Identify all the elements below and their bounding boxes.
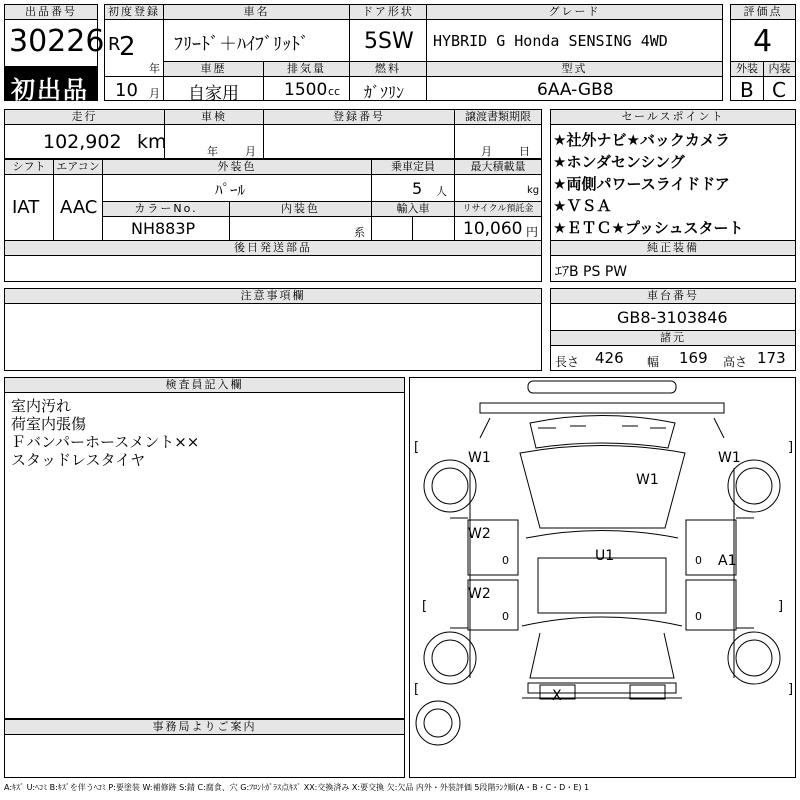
model-code: 6AA-GB8	[537, 80, 614, 100]
transfer-header: 譲渡書類期限	[454, 109, 542, 125]
damage-mark-zero: 0	[695, 554, 702, 567]
sales-point: ★ホンダセンシング	[553, 153, 685, 171]
damage-mark: W1	[718, 450, 741, 466]
width: 169	[679, 349, 708, 367]
history-header: 車歴	[163, 61, 264, 77]
shift: IAT	[12, 197, 40, 218]
damage-mark-zero: 0	[502, 554, 509, 567]
registration-year: 2	[119, 32, 136, 62]
notes-header: 注意事項欄	[4, 288, 542, 304]
chassis-cell	[550, 303, 796, 331]
import-header: 輸入車	[371, 201, 455, 217]
first-listing-badge: 初出品	[4, 66, 98, 101]
fuel-cell	[349, 76, 427, 101]
registration-era: R	[108, 34, 121, 55]
sales-point: ★社外ナビ★バックカメラ	[553, 131, 730, 149]
color-cell	[102, 174, 372, 202]
svg-text:]: ]	[788, 682, 794, 697]
sales-points-header: セールスポイント	[550, 109, 796, 125]
equipment: ｴｱB PS PW	[555, 264, 628, 280]
car-outline-svg	[410, 378, 795, 777]
ac: AAC	[60, 197, 98, 218]
door-type: 5SW	[364, 29, 414, 54]
color-no-cell	[102, 216, 230, 241]
sales-point: ★ＶＳＡ	[553, 197, 612, 215]
car-diagram	[409, 377, 796, 778]
door-header: ドア形状	[349, 4, 427, 20]
inspection-header: 車検	[164, 109, 264, 125]
damage-mark: W2	[468, 526, 491, 542]
damage-mark: W2	[468, 586, 491, 602]
registration-header: 初度登録	[104, 4, 164, 20]
equipment-header: 純正装備	[550, 240, 796, 256]
chassis-header: 車台番号	[550, 288, 796, 304]
registration-month: 10	[115, 80, 138, 101]
damage-mark: A1	[718, 553, 737, 569]
svg-text:[: [	[414, 682, 420, 697]
damage-mark: U1	[595, 548, 615, 564]
sales-points-cell	[550, 124, 796, 241]
recycle-header: リサイクル預託金	[454, 201, 542, 217]
legend: A:ｷｽﾞ U:ﾍｺﾐ B:ｷｽﾞを伴うﾍｺﾐ P:要塗装 W:補修跡 S:錆 C:腐食、穴 G:ﾌﾛﾝﾄｶﾞﾗｽ点ｷｽﾞ XX:交換済み X:要交換 欠:欠品 内外・外装評価 5段階ﾗﾝｸ順(A・B・C・D・E) 1	[4, 783, 590, 792]
damage-mark: W1	[468, 450, 491, 466]
inspector-header: 検査員記入欄	[4, 377, 405, 393]
registration-cell: R 2 年	[104, 19, 164, 77]
svg-text:]: ]	[778, 599, 784, 614]
car-name: ﾌﾘｰﾄﾞ＋ﾊｲﾌﾞﾘｯﾄﾞ	[174, 34, 309, 55]
chassis-number: GB8-3103846	[617, 308, 728, 327]
length: 426	[595, 349, 624, 367]
mileage: 102,902	[43, 131, 122, 153]
interior-color-header: 内装色	[229, 201, 372, 217]
score-cell	[730, 19, 796, 62]
svg-text:]: ]	[788, 440, 794, 455]
office-header: 事務局よりご案内	[4, 719, 405, 735]
history-cell	[163, 76, 264, 104]
capacity: 5	[412, 179, 423, 198]
history: 自家用	[188, 84, 239, 104]
recycle-fee: 10,060	[463, 219, 523, 239]
color-no-header: カラーNo.	[102, 201, 230, 217]
mileage-cell	[4, 124, 165, 159]
inspection-cell: 年 月	[164, 124, 264, 159]
ext-grade: B	[740, 78, 754, 102]
lot-number-cell	[4, 19, 105, 67]
recycle-cell: 10,060 円	[454, 216, 542, 241]
shift-header: シフト	[4, 159, 54, 175]
exterior-color: ﾊﾟｰﾙ	[215, 181, 246, 199]
sales-point: ★ＥＴＣ★プッシュスタート	[553, 219, 744, 237]
sales-point: ★両側パワースライドドア	[553, 175, 730, 193]
int-grade: C	[772, 78, 786, 102]
plate-header: 登録番号	[263, 109, 455, 125]
plate-cell	[263, 124, 455, 159]
lot-number-header: 出品番号	[4, 4, 98, 20]
displacement-header: 排気量	[263, 61, 350, 77]
damage-mark: X	[552, 688, 562, 704]
inspector-line: 室内汚れ	[11, 397, 72, 415]
import-cell	[371, 216, 413, 241]
mileage-header: 走行	[4, 109, 165, 125]
ext-grade-header: 外装	[730, 61, 764, 77]
svg-text:[: [	[422, 599, 428, 614]
grade: HYBRID G Honda SENSING 4WD	[433, 32, 668, 50]
fuel-header: 燃料	[349, 61, 427, 77]
ac-cell	[53, 174, 103, 241]
door-cell	[349, 19, 427, 62]
later-parts-cell	[4, 255, 542, 282]
color-number: NH883P	[131, 219, 196, 238]
load-cell: kg	[454, 174, 542, 202]
mileage-unit: km	[137, 131, 167, 153]
inspector-line: 荷室内張傷	[11, 415, 87, 433]
dimensions-cell: 長さ 426 幅 169 高さ 173	[550, 345, 796, 371]
damage-mark: W1	[636, 472, 659, 488]
damage-mark-zero: 0	[695, 610, 702, 623]
capacity-header: 乗車定員	[371, 159, 455, 175]
height: 173	[757, 349, 786, 367]
model-header: 型式	[426, 61, 723, 77]
inspector-line: スタッドレスタイヤ	[11, 451, 146, 469]
ac-header: エアコン	[53, 159, 103, 175]
displacement: 1500	[284, 80, 328, 100]
inspector-line: Ｆバンパーホースメント××	[11, 433, 200, 451]
score: 4	[753, 24, 773, 59]
svg-text:[: [	[414, 440, 420, 455]
grade-header: グレード	[426, 4, 723, 20]
int-grade-header: 内装	[763, 61, 796, 77]
reg-month-cell: 10 月	[104, 76, 164, 101]
import-cell-2	[412, 216, 455, 241]
int-grade-cell	[763, 76, 796, 101]
displacement-cell: 1500 cc	[263, 76, 350, 101]
model-cell	[426, 76, 723, 101]
ext-grade-cell	[730, 76, 764, 101]
lot-number: 30226	[9, 24, 105, 59]
color-header: 外装色	[102, 159, 372, 175]
fuel: ｶﾞｿﾘﾝ	[364, 83, 405, 102]
car-name-cell	[163, 19, 350, 62]
grade-cell	[426, 19, 723, 62]
damage-mark-zero: 0	[502, 610, 509, 623]
office-cell	[4, 734, 405, 778]
transfer-cell: 月 日	[454, 124, 542, 159]
shift-cell	[4, 174, 54, 241]
score-header: 評価点	[730, 4, 796, 20]
later-parts-header: 後日発送部品	[4, 240, 542, 256]
capacity-cell: 5 人	[371, 174, 455, 202]
load-header: 最大積載量	[454, 159, 542, 175]
inspector-cell	[4, 392, 405, 719]
interior-color-cell: 系	[229, 216, 372, 241]
equipment-cell	[550, 255, 796, 282]
dimensions-header: 諸元	[550, 330, 796, 346]
notes-cell	[4, 303, 542, 371]
car-name-header: 車名	[163, 4, 350, 20]
